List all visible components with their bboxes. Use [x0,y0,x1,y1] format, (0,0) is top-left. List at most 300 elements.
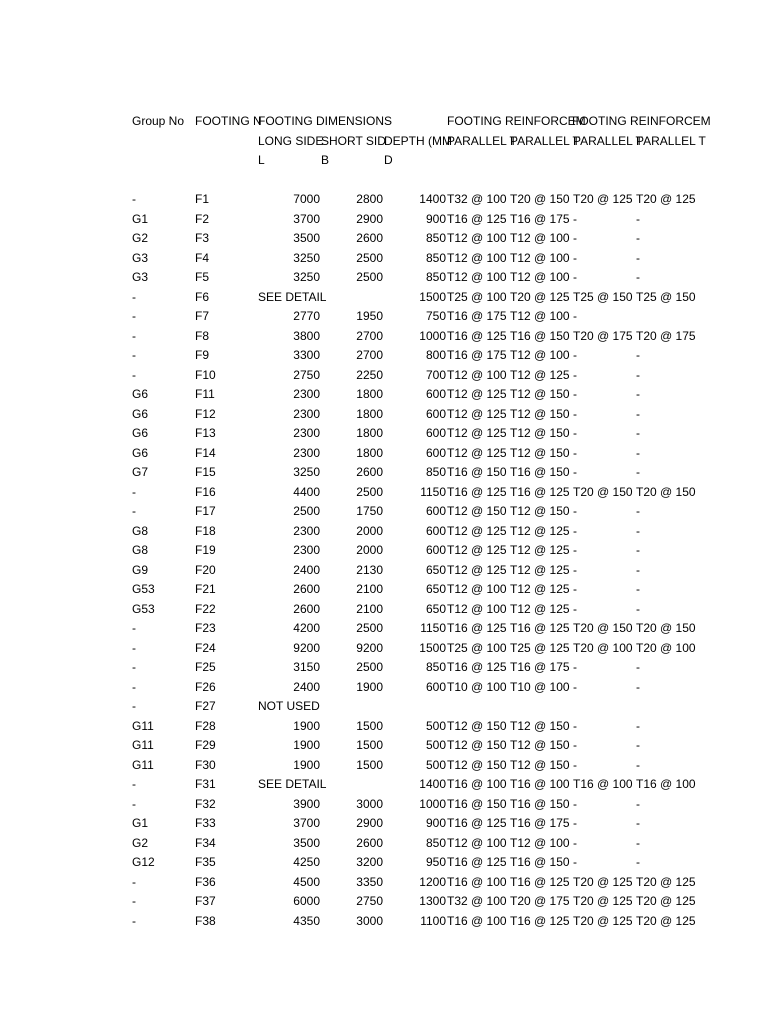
cell-footing-no: F13 [195,426,216,440]
table-row [0,697,768,717]
cell-reinf-2: T20 @ 125 [510,289,570,304]
cell-group-no: - [132,328,136,343]
cell-reinf-3: - [573,543,577,557]
cell-reinf-1: T12 @ 150 [447,738,507,752]
cell-group-no: G6 [132,426,149,440]
cell-depth: 950 [425,855,446,869]
cell-short-side: 2600 [356,231,383,245]
cell-reinf-2: T20 @ 150 [510,192,570,206]
cell-reinf-1: T32 @ 100 [447,192,507,206]
cell-group-no: - [132,874,136,889]
table-row [0,229,768,249]
cell-reinf-3: - [573,679,577,694]
cell-reinf-2: T16 @ 175 [510,660,570,674]
cell-group-no: - [132,309,136,323]
cell-footing-no: F24 [195,640,216,655]
cell-reinf-2: T12 @ 150 [510,757,570,772]
cell-reinf-4: - [636,387,640,401]
cell-reinf-1: T12 @ 125 [447,445,507,460]
cell-footing-no: F1 [195,192,210,206]
cell-depth: 1150 [420,484,446,499]
cell-reinf-3: - [573,660,577,674]
cell-reinf-2: T16 @ 150 [510,855,570,869]
cell-reinf-3: - [573,796,577,811]
table-row [0,190,768,210]
cell-reinf-4: - [636,211,640,226]
cell-reinf-2: T20 @ 175 [510,894,570,908]
table-row [0,717,768,737]
cell-reinf-4: - [636,562,640,577]
header-row-2 [0,132,768,152]
table-row [0,307,768,327]
cell-depth: 650 [425,562,446,577]
cell-depth: 600 [425,504,446,518]
cell-short-side: 1800 [356,426,383,440]
cell-reinf-1: T12 @ 125 [447,562,507,577]
cell-reinf-2: T12 @ 100 [510,835,570,850]
cell-short-side: 2100 [356,601,383,616]
cell-reinf-3: T25 @ 150 [573,289,633,304]
cell-group-no: - [132,777,136,791]
cell-long-side: 3700 [293,816,320,830]
header-D: D [384,153,393,167]
cell-reinf-3: - [573,835,577,850]
header-row-1 [0,112,768,132]
cell-reinf-2: T12 @ 150 [510,445,570,460]
table-row [0,658,768,678]
cell-reinf-1: T12 @ 100 [447,367,507,382]
cell-group-no: - [132,679,136,694]
cell-reinf-2: T16 @ 175 [510,816,570,830]
cell-reinf-4: T20 @ 175 [636,328,696,343]
cell-short-side: 3000 [356,796,383,811]
cell-long-side: 6000 [293,894,320,908]
cell-reinf-1: T12 @ 150 [447,504,507,518]
cell-reinf-3: - [573,582,577,596]
cell-depth: 1150 [420,621,446,635]
cell-reinf-3: - [573,601,577,616]
table-row [0,678,768,698]
header-parallel-1: PARALLEL T [447,133,517,148]
cell-group-no: G11 [132,738,154,752]
cell-long-side: 2750 [293,367,320,382]
cell-group-no: - [132,289,136,304]
cell-depth: 650 [425,601,446,616]
cell-reinf-2: T12 @ 125 [510,562,570,577]
table-row [0,639,768,659]
cell-reinf-3: - [573,231,577,245]
cell-depth: 1400 [419,777,446,791]
table-row [0,912,768,932]
cell-long-side: 7000 [293,192,320,206]
table-row [0,288,768,308]
cell-group-no: - [132,660,136,674]
table-row [0,541,768,561]
cell-long-side: 3500 [293,835,320,850]
cell-reinf-1: T12 @ 150 [447,718,507,733]
table-row [0,463,768,483]
cell-long-side: 2300 [293,445,320,460]
cell-group-no: G53 [132,601,155,616]
cell-short-side: 2750 [356,894,383,908]
cell-group-no: G12 [132,855,155,869]
cell-footing-no: F2 [195,211,210,226]
cell-long-side: SEE DETAIL [258,289,327,304]
cell-long-side: 2300 [293,406,320,421]
cell-long-side: 3700 [293,211,320,226]
cell-short-side: 2600 [356,835,383,850]
cell-depth: 700 [425,367,446,382]
cell-reinf-3: - [573,250,577,265]
cell-footing-no: F30 [195,757,216,772]
table-row [0,775,768,795]
table-row [0,892,768,912]
cell-reinf-3: - [573,523,577,538]
cell-depth: 600 [425,426,446,440]
cell-short-side: 2500 [356,621,383,635]
cell-footing-no: F4 [195,250,210,265]
cell-reinf-1: T16 @ 150 [447,465,507,479]
cell-depth: 600 [425,679,446,694]
cell-group-no: G6 [132,445,149,460]
cell-long-side: 1900 [293,757,320,772]
cell-long-side: 4400 [293,484,320,499]
cell-short-side: 1500 [356,738,383,752]
cell-footing-no: F7 [195,309,210,323]
header-group-no: Group No [132,114,185,128]
cell-footing-no: F19 [195,543,216,557]
cell-reinf-1: T16 @ 125 [447,855,507,869]
cell-reinf-4: - [636,679,640,694]
cell-reinf-1: T16 @ 125 [447,621,507,635]
table-row [0,366,768,386]
cell-reinf-4: - [636,270,640,284]
cell-footing-no: F12 [195,406,216,421]
header-row-3 [0,151,768,171]
cell-reinf-1: T12 @ 125 [447,543,507,557]
cell-group-no: G8 [132,543,149,557]
table-row [0,444,768,464]
cell-reinf-3: - [573,738,577,752]
cell-depth: 850 [425,465,446,479]
cell-reinf-2: T12 @ 150 [510,504,570,518]
cell-reinf-3: T20 @ 150 [573,621,633,635]
cell-short-side: 2500 [356,250,383,265]
header-B: B [321,153,330,167]
cell-long-side: 2300 [293,523,320,538]
cell-long-side: 3500 [293,231,320,245]
cell-long-side: 4350 [293,913,320,928]
cell-depth: 850 [425,270,446,284]
cell-long-side: 2300 [293,426,320,440]
cell-footing-no: F28 [195,718,216,733]
cell-reinf-4: - [636,816,640,830]
cell-reinf-2: T12 @ 125 [510,367,570,382]
cell-reinf-2: T12 @ 150 [510,738,570,752]
cell-footing-no: F31 [195,777,216,791]
cell-footing-no: F33 [195,816,216,830]
cell-footing-no: F29 [195,738,216,752]
cell-short-side: 2130 [356,562,383,577]
table-row [0,873,768,893]
cell-long-side: NOT USED [258,699,320,713]
cell-reinf-2: T16 @ 150 [510,796,570,811]
cell-short-side: 2500 [356,270,383,284]
cell-reinf-3: - [573,387,577,401]
header-footing-reinforcement-1: FOOTING REINFORCEM [447,114,586,128]
cell-depth: 500 [425,757,446,772]
cell-reinf-1: T16 @ 125 [447,328,507,343]
cell-footing-no: F18 [195,523,216,538]
cell-reinf-3: - [573,445,577,460]
cell-short-side: 9200 [356,640,383,655]
cell-short-side: 1900 [356,679,383,694]
cell-reinf-4: - [636,504,640,518]
cell-depth: 600 [425,445,446,460]
cell-reinf-2: T16 @ 125 [510,621,570,635]
cell-long-side: 3800 [293,328,320,343]
cell-long-side: 2400 [293,562,320,577]
cell-depth: 900 [425,211,446,226]
cell-reinf-1: T16 @ 100 [447,913,507,928]
cell-depth: 1100 [420,913,446,928]
cell-reinf-4: T20 @ 150 [636,484,696,499]
cell-reinf-4: - [636,835,640,850]
cell-reinf-2: T16 @ 125 [510,913,570,928]
header-short-side: SHORT SID [321,133,386,148]
table-row [0,405,768,425]
cell-reinf-1: T16 @ 100 [447,777,507,791]
cell-group-no: - [132,640,136,655]
cell-reinf-1: T16 @ 150 [447,796,507,811]
cell-depth: 1000 [419,796,446,811]
table-row [0,600,768,620]
cell-reinf-3: - [573,465,577,479]
cell-reinf-3: - [573,504,577,518]
cell-reinf-4: - [636,796,640,811]
cell-reinf-1: T12 @ 125 [447,426,507,440]
cell-short-side: 3000 [356,913,383,928]
cell-reinf-4: T20 @ 125 [636,874,696,889]
header-parallel-4: PARALLEL T [636,133,706,148]
cell-group-no: G6 [132,406,149,421]
cell-long-side: 3250 [293,250,320,265]
cell-reinf-1: T12 @ 100 [447,250,507,265]
cell-group-no: G11 [132,718,154,733]
cell-reinf-1: T10 @ 100 [447,679,507,694]
table-row [0,853,768,873]
cell-reinf-2: T16 @ 125 [510,874,570,889]
cell-short-side: 1750 [356,504,383,518]
cell-short-side: 2900 [356,816,383,830]
cell-reinf-2: T16 @ 100 [510,777,570,791]
cell-reinf-4: - [636,543,640,557]
cell-short-side: 2500 [356,660,383,674]
cell-depth: 850 [425,250,446,265]
cell-group-no: G1 [132,816,149,830]
cell-short-side: 2900 [356,211,383,226]
cell-reinf-1: T16 @ 175 [447,348,507,362]
cell-group-no: - [132,484,136,499]
table-row [0,580,768,600]
cell-reinf-3: T20 @ 125 [573,894,633,908]
cell-group-no: - [132,699,136,713]
cell-footing-no: F23 [195,621,216,635]
cell-reinf-3: T20 @ 125 [573,192,633,206]
cell-reinf-1: T12 @ 125 [447,406,507,421]
cell-reinf-2: T12 @ 150 [510,387,570,401]
cell-reinf-1: T16 @ 125 [447,484,507,499]
cell-reinf-1: T16 @ 125 [447,816,507,830]
cell-footing-no: F25 [195,660,216,674]
cell-reinf-1: T25 @ 100 [447,640,507,655]
header-L: L [258,153,265,167]
cell-depth: 1200 [419,874,446,889]
cell-footing-no: F34 [195,835,216,850]
cell-group-no: - [132,913,136,928]
cell-reinf-1: T25 @ 100 [447,289,507,304]
cell-group-no: G2 [132,835,149,850]
cell-reinf-2: T25 @ 125 [510,640,570,655]
cell-reinf-1: T12 @ 100 [447,835,507,850]
table-row [0,834,768,854]
cell-short-side: 1800 [356,387,383,401]
cell-long-side: 1900 [293,718,320,733]
cell-group-no: - [132,621,136,635]
cell-long-side: SEE DETAIL [258,777,327,791]
table-row [0,619,768,639]
cell-short-side: 2700 [356,328,383,343]
cell-reinf-3: - [573,270,577,284]
cell-reinf-1: T12 @ 125 [447,523,507,538]
header-long-side: LONG SIDE [258,133,324,148]
cell-long-side: 2600 [293,601,320,616]
cell-short-side: 1950 [356,309,383,323]
cell-reinf-2: T16 @ 150 [510,328,570,343]
cell-reinf-4: T20 @ 150 [636,621,696,635]
cell-footing-no: F14 [195,445,216,460]
cell-reinf-2: T16 @ 150 [510,465,570,479]
cell-footing-no: F15 [195,465,216,479]
cell-long-side: 2300 [293,543,320,557]
cell-reinf-3: - [573,406,577,421]
cell-group-no: G6 [132,387,149,401]
table-row [0,522,768,542]
cell-long-side: 2770 [293,309,320,323]
cell-reinf-3: - [573,426,577,440]
cell-footing-no: F11 [195,387,215,401]
cell-long-side: 2600 [293,582,320,596]
cell-depth: 500 [425,738,446,752]
cell-short-side: 2500 [356,484,383,499]
cell-reinf-2: T12 @ 100 [510,309,570,323]
cell-group-no: G7 [132,465,149,479]
cell-reinf-2: T12 @ 100 [510,270,570,284]
cell-reinf-4: - [636,601,640,616]
cell-reinf-4: T20 @ 125 [636,192,696,206]
cell-short-side: 3200 [356,855,383,869]
table-row [0,795,768,815]
cell-reinf-3: T20 @ 175 [573,328,633,343]
cell-footing-no: F9 [195,348,210,362]
cell-reinf-4: T20 @ 125 [636,913,696,928]
cell-group-no: - [132,894,136,908]
cell-footing-no: F6 [195,289,210,304]
cell-footing-no: F37 [195,894,216,908]
cell-reinf-1: T12 @ 150 [447,757,507,772]
cell-reinf-1: T16 @ 175 [447,309,507,323]
cell-reinf-4: T16 @ 100 [636,777,696,791]
table-row [0,483,768,503]
cell-footing-no: F36 [195,874,216,889]
table-row [0,327,768,347]
cell-short-side: 2700 [356,348,383,362]
cell-short-side: 2000 [356,543,383,557]
cell-reinf-2: T16 @ 125 [510,484,570,499]
cell-depth: 600 [425,543,446,557]
cell-short-side: 1800 [356,406,383,421]
cell-depth: 500 [425,718,446,733]
cell-footing-no: F17 [195,504,216,518]
cell-depth: 650 [425,582,446,596]
cell-reinf-3: - [573,348,577,362]
cell-long-side: 2500 [293,504,320,518]
cell-long-side: 4500 [293,874,320,889]
cell-reinf-4: - [636,367,640,382]
cell-group-no: G2 [132,231,149,245]
table-row [0,756,768,776]
cell-long-side: 2400 [293,679,320,694]
cell-footing-no: F3 [195,231,210,245]
cell-long-side: 3150 [293,660,320,674]
cell-footing-no: F35 [195,855,216,869]
cell-reinf-3: - [573,367,577,382]
cell-footing-no: F8 [195,328,210,343]
header-footing-no: FOOTING N [195,114,262,128]
cell-group-no: - [132,192,136,206]
cell-reinf-2: T12 @ 125 [510,523,570,538]
cell-depth: 850 [425,660,446,674]
cell-reinf-3: - [573,718,577,733]
header-depth: DEPTH (MM [384,133,452,148]
table-row [0,346,768,366]
cell-reinf-2: T12 @ 150 [510,406,570,421]
cell-footing-no: F10 [195,367,216,382]
cell-depth: 850 [425,231,446,245]
cell-depth: 1500 [419,640,446,655]
header-footing-reinforcement-2: FOOTING REINFORCEM [572,114,711,128]
cell-long-side: 2300 [293,387,320,401]
header-footing-dimensions: FOOTING DIMENSIONS [258,114,393,128]
cell-group-no: G11 [132,757,154,772]
cell-reinf-3: T20 @ 125 [573,874,633,889]
cell-short-side: 1500 [356,718,383,733]
cell-short-side: 2000 [356,523,383,538]
cell-long-side: 3250 [293,270,320,284]
cell-footing-no: F16 [195,484,216,499]
cell-reinf-1: T12 @ 100 [447,231,507,245]
cell-group-no: G3 [132,250,149,265]
cell-reinf-3: - [573,309,577,323]
table-row [0,249,768,269]
cell-reinf-2: T12 @ 150 [510,718,570,733]
header-parallel-2: PARALLEL T [510,133,580,148]
table-row [0,736,768,756]
cell-reinf-2: T12 @ 125 [510,543,570,557]
cell-reinf-1: T16 @ 100 [447,874,507,889]
cell-short-side: 2600 [356,465,383,479]
cell-reinf-4: - [636,231,640,245]
